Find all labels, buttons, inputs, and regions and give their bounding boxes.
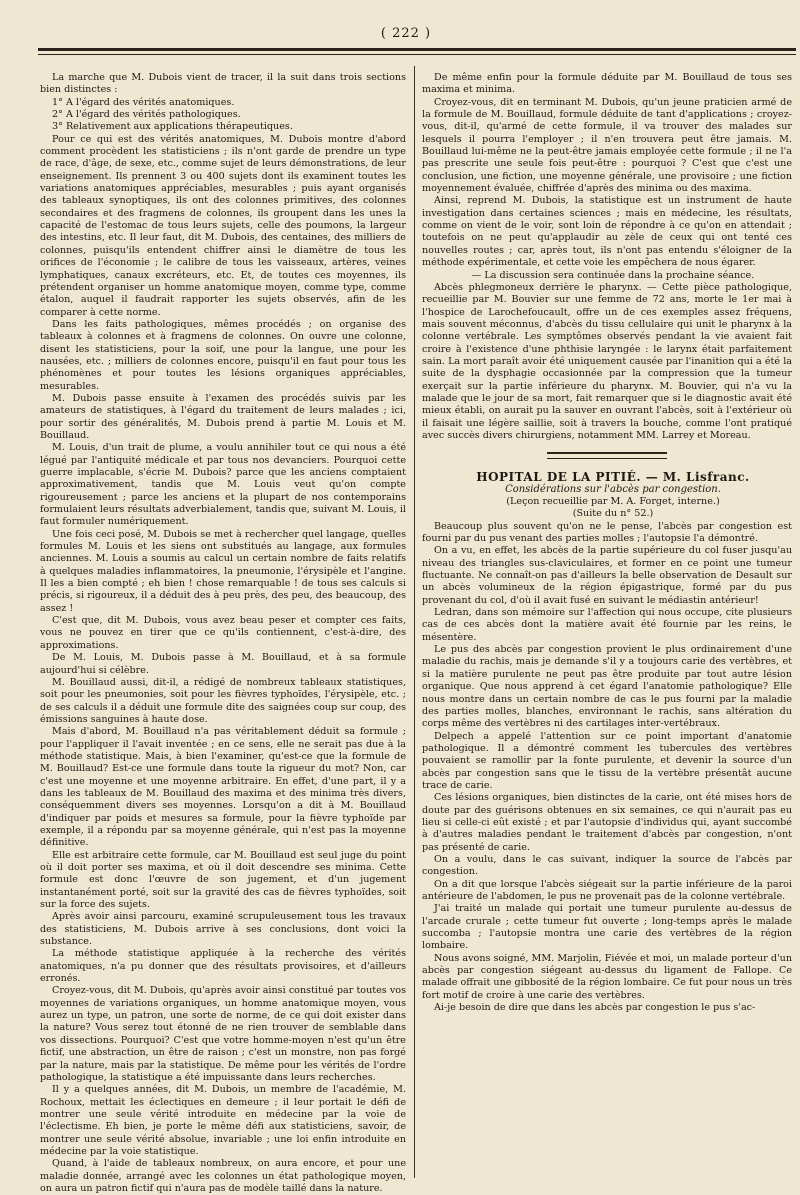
paragraph: Une fois ceci posé, M. Dubois se met à rechercher quel langage, quelles formules M. Louis et les siens ont substitués au langage, aux formules anciennes. M. Louis a soumis au calcul un certain nombre de faits relatifs à quelques maladies inflammatoires, la pneumonie, l'érysipèle et l'angine. Il les a bien compté ; eh bien ! chose remarquable ! de tous ses calculs si précis, si rigoureux, il a déduit des à peu près, des peu, des beaucoup, des assez !	[40, 528, 406, 614]
lecture-credit: (Leçon recueillie par M. A. Forget, interne.)	[506, 496, 720, 507]
paragraph: Ledran, dans son mémoire sur l'affection qui nous occupe, cite plusieurs cas de ces abcès dont la matière avait été fournie par les reins, le mésentère.	[422, 607, 792, 643]
paragraph: Ces lésions organiques, bien distinctes de la carie, ont été mises hors de doute par des guérisons obtenues en six semaines, ce qui n'aurait pas eu lieu si celle-ci eût existé ; et par l'autopsie d'individus qui, ayant succombé à d'autres maladies pendant le traitement d'abcès par congestion, n'ont pas présenté de carie.	[422, 792, 792, 853]
paragraph: Delpech a appelé l'attention sur ce point important d'anatomie pathologique. Il a démontré comment les tubercules des vertèbres pouvaient se ramollir par la fonte purulente, et devenir la source d'un abcès par congestion sans que le tissu de la vertèbre présentât aucune trace de carie.	[422, 730, 792, 791]
paragraph: Croyez-vous, dit M. Dubois, qu'après avoir ainsi constitué par toutes vos moyennes de variations organiques, un homme anatomique moyen, vous aurez un type, un patron, une sorte de norme, de ce qui doit exister dans la nature? Vous serez tout étonné de ne rien trouver de semblable dans vos dissections. Pourquoi? C'est que votre homme-moyen n'est qu'un être fictif, une abstraction, un être de raison ; c'est un monstre, non pas forgé par la nature, mais par la statistique. De même pour les vérités de l'ordre pathologique, la statistique a été impuissante dans leurs recherches.	[40, 985, 406, 1083]
left-column	[40, 72, 406, 1194]
section-subtitle: Considérations sur l'abcès par congestion.	[505, 483, 721, 495]
page-header	[0, 0, 800, 62]
paragraph: Croyez-vous, dit en terminant M. Dubois, qu'un jeune praticien armé de la formule de M. Bouillaud, formule déduite de tant d'applications ; croyez-vous, dit-il, qu'armé de cette formule, il va trouver des malades sur lesquels il pourra l'employer ; il n'en trouvera peut être jamais. M. Bouillaud lui-même ne la peut-être jamais employée cette formule ; il ne l'a pas prescrite une seule fois peut-être : pourquoi ? C'est que c'est une conclusion, une fiction, une moyenne générale, une provisoire ; une fiction moyennement évaluée, chiffrée d'après des minima ou des maxima.	[422, 96, 792, 195]
paragraph: J'ai traité un malade qui portait une tumeur purulente au-dessus de l'arcade crurale ; cette tumeur fut ouverte ; long-temps après le malade succomba ; l'autopsie montra une carie des vertèbres de la région lombaire.	[422, 903, 792, 952]
paragraph: Il y a quelques années, dit M. Dubois, un membre de l'académie, M. Rochoux, mettait les éclectiques en demeure ; il leur portait le défi de montrer une seule vérité introduite en médecine par la voie de l'éclectisme. Eh bien, je porte le même défi aux statisticiens, savoir, de montrer une seule vérité absolue, invariable ; une loi enfin introduite en médecine par la voie statistique.	[40, 1084, 406, 1157]
paragraph: Mais d'abord, M. Bouillaud n'a pas véritablement déduit sa formule ; pour l'appliquer il l'avait inventée ; en ce sens, elle ne serait pas due à la méthode statistique. Mais, à bien l'examiner, qu'est-ce que la formule de M. Bouillaud? Est-ce une formule dans toute la rigueur du mot? Non, car c'est une moyenne et une moyenne arbitraire. En effet, d'une part, il y a dans les tableaux de M. Bouillaud des maxima et des minima très divers, conséquemment divers ses moyennes. Lorsqu'on a dit à M. Bouillaud d'indiquer par poids et mesures sa formule, pour la fièvre typhoïde par exemple, il a répondu par sa moyenne générale, qui n'est pas la moyenne définitive.	[40, 726, 406, 849]
header-rule-thick	[38, 48, 796, 51]
right-column	[422, 72, 792, 1182]
paragraph: M. Dubois passe ensuite à l'examen des procédés suivis par les amateurs de statistiques, à l'égard du traitement de leurs malades ; ici, pour sortir des généralités, M. Dubois prend à partie M. Louis et M. Bouillaud.	[40, 392, 406, 441]
paragraph: Pour ce qui est des vérités anatomiques, M. Dubois montre d'abord comment procèdent les statisticiens ; ils n'ont garde de prendre un type de race, d'âge, de sexe, etc., comme sujet de leurs démonstrations, de leur enseignement. Ils prennent 3 ou 400 sujets dont ils examinent toutes les variations anatomiques appréciables, mesurables ; puis ayant organisés des tableaux synoptiques, ils ont des colonnes primitives, des colonnes secondaires et des fragmens de colonnes, ils groupent dans les unes la capacité de l'estomac de tous leurs sujets, celle des poumons, la largeur des intestins, etc. Il leur faut, dit M. Dubois, des centaines, des milliers de colonnes, puisqu'ils entendent chiffrer ainsi le diamètre de tous les orifices de l'économie ; le calibre de tous les vaisseaux, artères, veines lymphatiques, canaux excréteurs, etc. Et, de toutes ces moyennes, ils prétendent organiser un homme anatomique moyen, comme type, comme étalon, auquel il faudrait rapporter les sujets observés, afin de les comparer à cette norme.	[40, 133, 406, 318]
paragraph: Le pus des abcès par congestion provient le plus ordinairement d'une maladie du rachis, mais je demande s'il y a toujours carie des vertèbres, et si la matière purulente ne peut pas être produite par tout autre lésion organique. Que nous apprend à cet égard l'anatomie pathologique? Elle nous montre dans un certain nombre de cas le pus fourni par la maladie des parties molles, blanches, environnant le rachis, sans altération du corps même des vertèbres ni des cartilages inter-vertébraux.	[422, 644, 792, 730]
paragraph: M. Louis, d'un trait de plume, a voulu annihiler tout ce qui nous a été légué par l'antiquité médicale et par tous nos devanciers. Pourquoi cette guerre implacable, s'écrie M. Dubois? parce que les anciens comptaient approximativement, tandis que M. Louis veut qu'on compte rigoureusement ; parce les anciens et la plupart de nos contemporains formulaient leurs résultats adverbialement, tandis que, suivant M. Louis, il faut formuler numériquement.	[40, 442, 406, 528]
column-divider	[414, 66, 415, 1178]
paragraph: De même enfin pour la formule déduite par M. Bouillaud de tous ses maxima et minima.	[422, 72, 792, 96]
paragraph: Dans les faits pathologiques, mêmes procédés ; on organise des tableaux à colonnes et à fragmens de colonnes. On ouvre une colonne, disent les statisticiens, pour la soif, une pour la langue, une pour les nausées, etc. ; milliers de colonnes encore, puisqu'il en faut pour tous les phénomènes et pour toutes les lésions organiques appréciables, mesurables.	[40, 318, 406, 392]
paragraph: La méthode statistique appliquée à la recherche des vérités anatomiques, n'a pu donner que des résultats provisoires, et d'ailleurs erronés.	[40, 948, 406, 985]
paragraph: C'est que, dit M. Dubois, vous avez beau peser et compter ces faits, vous ne pouvez en tirer que ce qu'ils contiennent, c'est-à-dire, des approximations.	[40, 615, 406, 651]
section-title: HOPITAL DE LA PITIÉ. — M. Lisfranc.	[476, 470, 750, 485]
section-rule	[547, 452, 667, 459]
header-rule-thin	[38, 54, 796, 55]
paragraph: De M. Louis, M. Dubois passe à M. Bouillaud, et à sa formule aujourd'hui si célèbre.	[40, 652, 406, 676]
continuation-note: (Suite du n° 52.)	[572, 508, 654, 520]
paragraph: Ai-je besoin de dire que dans les abcès par congestion le pus s'ac-	[434, 1002, 756, 1014]
page-number: ( 222 )	[380, 26, 432, 41]
paragraph: Nous avons soigné, MM. Marjolin, Fiévée et moi, un malade porteur d'un abcès par congestion siégeant au-dessus du ligament de Fallope. Ce malade offrait une gibbosité de la région lombaire. Ce fut pour nous un très fort motif de croire à une carie des vertèbres.	[422, 952, 792, 1001]
paragraph: La marche que M. Dubois vient de tracer, il la suit dans trois sections bien distinctes :	[40, 72, 406, 96]
paragraph: M. Bouillaud aussi, dit-il, a rédigé de nombreux tableaux statistiques, soit pour les pneumonies, soit pour les fièvres typhoïdes, l'érysipèle, etc. ; de ses calculs il a déduit une formule dite des saignées coup sur coup, des émissions sanguines à haute dose.	[40, 676, 406, 725]
discussion-note: — La discussion sera continuée dans la prochaine séance.	[471, 269, 755, 281]
paragraph: Abcès phlegmoneux derrière le pharynx. — Cette pièce pathologique, recueillie par M. Bouvier sur une femme de 72 ans, morte le 1er mai à l'hospice de Larochefoucault, offre un de ces exemples assez fréquens, mais souvent méconnus, d'abcès du tissu cellulaire qui unit le pharynx à la colonne vertébrale. Les symptômes observés pendant la vie avaient fait croire à l'existence d'une phthisie laryngée : le larynx était parfaitement sain. La mort paraît avoir été uniquement causée par l'inanition qui a été la suite de la dysphagie occasionnée par la compression que la tumeur exerçait sur la partie inférieure du pharynx. M. Bouvier, qui n'a vu la malade que le jour de sa mort, fait remarquer que si le diagnostic avait été mieux établi, on aurait pu la sauver en ouvrant l'abcès, soit à l'extérieur où il faisait une légère saillie, soit à travers la bouche, comme l'ont pratiqué avec succès divers chirurgiens, notamment MM. Larrey et Moreau.	[422, 281, 792, 441]
paragraph: 2° A l'égard des vérités pathologiques.	[52, 109, 241, 121]
paragraph: 3° Relativement aux applications thérapeutiques.	[52, 121, 293, 133]
paragraph: On a vu, en effet, les abcès de la partie supérieure du col fuser jusqu'au niveau des triangles sus-claviculaires, et former en ce point une tumeur fluctuante. Ne connaît-on pas d'ailleurs la belle observation de Desault sur un abcès volumineux de la région épigastrique, formé par du pus provenant du col, d'où il avait fusé en suivant le médiastin antérieur!	[422, 545, 792, 606]
paragraph: Beaucoup plus souvent qu'on ne le pense, l'abcès par congestion est fourni par du pus venant des parties molles ; l'autopsie l'a démontré.	[422, 520, 792, 545]
paragraph: Elle est arbitraire cette formule, car M. Bouillaud est seul juge du point où il doit porter ses maxima, et où il doit descendre ses minima. Cette formule est donc l'œuvre de son jugement, et d'un jugement instantanément porté, soit sur la gravité des cas de fièvres typhoïdes, soit sur la force des sujets.	[40, 849, 406, 911]
paragraph: 1° A l'égard des vérités anatomiques.	[52, 96, 235, 108]
paragraph: On a voulu, dans le cas suivant, indiquer la source de l'abcès par congestion.	[422, 853, 792, 878]
paragraph: Après avoir ainsi parcouru, examiné scrupuleusement tous les travaux des statisticiens, M. Dubois arrive à ses conclusions, dont voici la substance.	[40, 911, 406, 948]
paragraph: Quand, à l'aide de tableaux nombreux, on aura encore, et pour une maladie donnée, arrangé avec les colonnes un état pathologique moyen, on aura un patron fictif qui n'aura pas de modèle taillé dans la nature.	[40, 1158, 406, 1194]
paragraph: Ainsi, reprend M. Dubois, la statistique est un instrument de haute investigation dans certaines sciences ; mais en médecine, les résultats, comme on vient de le voir, sont loin de répondre à ce qu'on en attendait ; toutefois on ne peut qu'applaudir au zèle de ceux qui ont tenté ces nouvelles routes ; car, après tout, ils n'ont pas entendu s'éloigner de la méthode expérimentale, et cette voie les empêchera de nous égarer.	[422, 195, 792, 269]
paragraph: On a dit que lorsque l'abcès siégeait sur la partie inférieure de la paroi antérieure de l'abdomen, le pus ne provenait pas de la colonne vertébrale.	[422, 878, 792, 902]
